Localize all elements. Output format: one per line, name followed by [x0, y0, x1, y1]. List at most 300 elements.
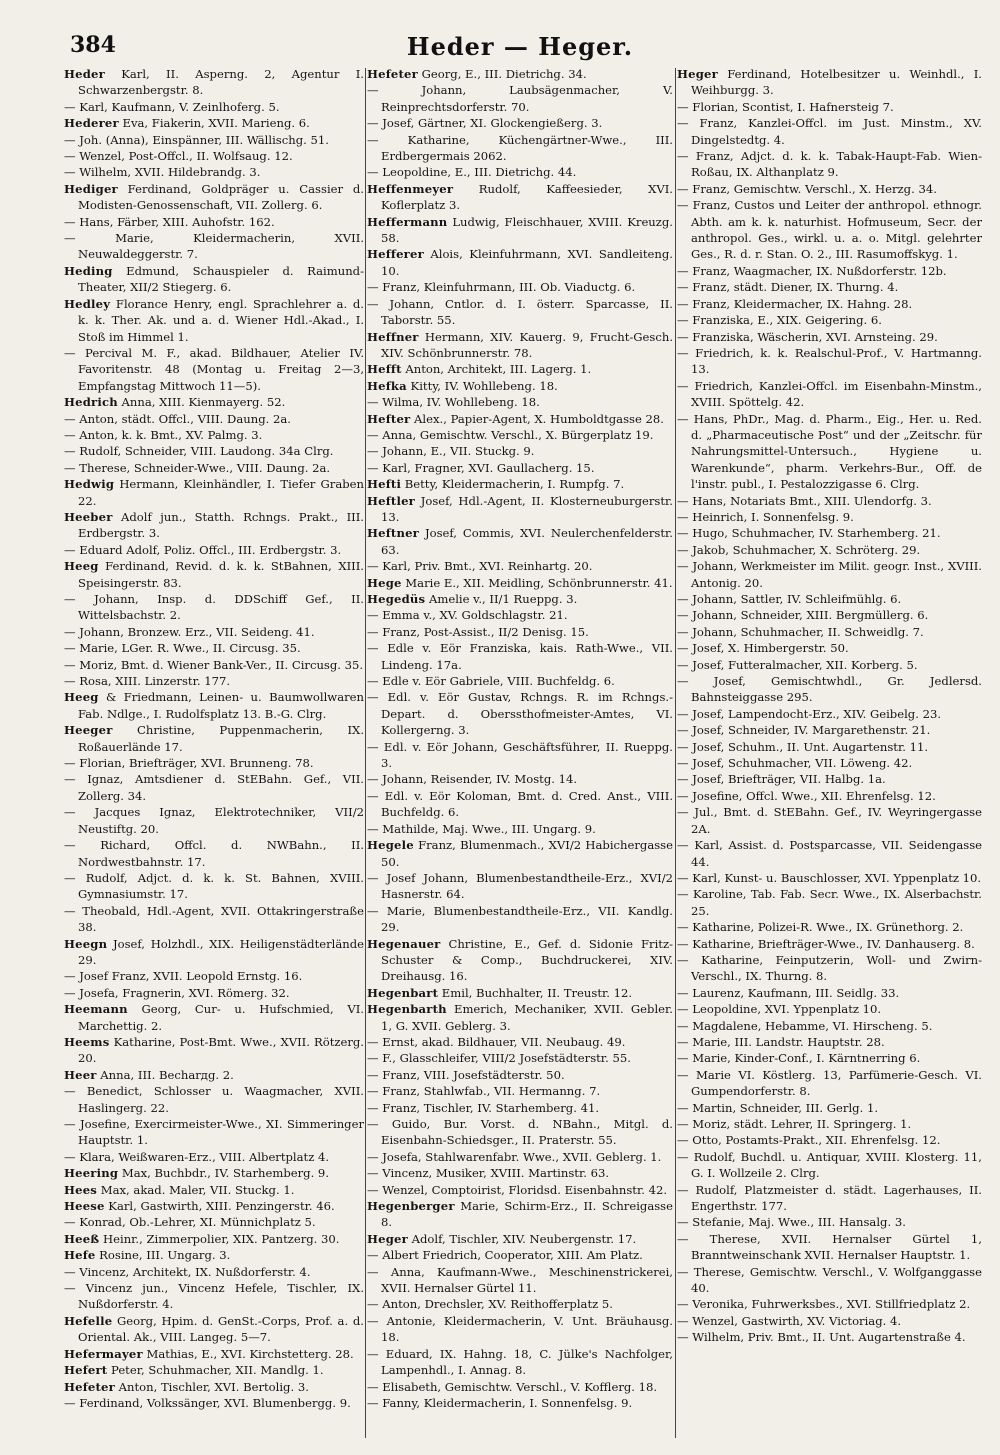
entry-text: — Katharine, Küchengärtner-Wwe., III. Erdbergermais 2062.: [367, 132, 673, 164]
directory-entry: [64, 443, 364, 459]
entry-text: — Marie, III. Landstr. Hauptstr. 28.: [677, 1034, 885, 1049]
directory-entry: [367, 788, 673, 821]
entry-text: — Josef, Briefträger, VII. Halbg. 1a.: [677, 772, 886, 787]
entry-text: — Josef, Schneider, IV. Margarethenstr. 21.: [677, 723, 931, 738]
directory-entry: [64, 1083, 364, 1116]
directory-entry: [64, 99, 364, 115]
entry-text: — Edle v. Eör Franziska, kais. Rath-Wwe., VII. Lindeng. 17a.: [367, 641, 673, 672]
entry-text: — Vincenz jun., Vincenz Hefele, Tischler, IX. Nußdorferstr. 4.: [64, 1281, 364, 1312]
entry-surname: Hees: [64, 1182, 98, 1197]
entry-text: Kitty, IV. Wohllebeng. 18.: [406, 378, 558, 393]
directory-entry: [677, 919, 982, 935]
entry-text: Emerich, Mechaniker, XVII. Gebler. 1, G. XVII. Geblerg. 3.: [381, 1002, 673, 1033]
directory-entry: [367, 329, 673, 362]
directory-entry: [367, 361, 673, 377]
entry-text: — Josef, Gärtner, XI. Glockengießerg. 3.: [367, 116, 603, 131]
directory-entry: [367, 493, 673, 526]
directory-entry: [64, 411, 364, 427]
directory-entry: [64, 689, 364, 722]
entry-text: — Franz, Tischler, IV. Starhemberg. 41.: [367, 1100, 600, 1115]
column-2: [367, 66, 673, 1446]
entry-text: — Josef, Lampendocht-Erz., XIV. Geibelg. 23.: [677, 706, 942, 721]
entry-text: Alex., Papier-Agent, X. Humboldtgasse 28.: [410, 411, 664, 426]
directory-entry: [64, 164, 364, 180]
entry-text: — Wilhelm, XVII. Hildebrandg. 3.: [64, 165, 261, 180]
directory-entry: [367, 903, 673, 936]
entry-text: — Benedict, Schlosser u. Waagmacher, XVII. Haslingerg. 22.: [64, 1084, 364, 1115]
entry-text: — Otto, Postamts-Prakt., XII. Ehrenfelsg. 12.: [677, 1133, 941, 1148]
directory-entry: [367, 181, 673, 214]
entry-surname: Hefermayer: [64, 1346, 143, 1361]
entry-text: Josef, Hdl.-Agent, II. Klosterneuburgerstr. 13.: [381, 493, 673, 524]
entry-text: — Guido, Bur. Vorst. d. NBahn., Mitgl. d. Eisenbahn-Schiedsger., II. Praterstr. 55.: [367, 1117, 673, 1148]
directory-entry: [64, 1313, 364, 1346]
directory-entry: [367, 673, 673, 689]
entry-text: — Rudolf, Adjct. d. k. k. St. Bahnen, XVIII. Gymnasiumstr. 17.: [64, 870, 364, 902]
entry-surname: Heftner: [367, 526, 419, 541]
entry-surname: Heer: [64, 1067, 97, 1082]
entry-text: — Johann, Werkmeister im Milit. geogr. Inst., XVIII. Antonig. 20.: [677, 559, 982, 590]
directory-entry: [64, 1346, 364, 1362]
directory-entry: [677, 952, 982, 985]
entry-surname: Heeger: [64, 723, 113, 738]
directory-entry: [677, 1018, 982, 1034]
directory-entry: [677, 837, 982, 870]
entry-text: Eva, Fiakerin, XVII. Marieng. 6.: [118, 116, 310, 131]
entry-surname: Hegenbarth: [367, 1002, 447, 1017]
entry-text: — Franz, Stahlwfab., VII. Hermanng. 7.: [367, 1084, 601, 1099]
directory-entry: [677, 722, 982, 738]
entry-text: — Marie VI. Köstlerg. 13, Parfümerie-Gesch. VI. Gumpendorferstr. 8.: [677, 1067, 982, 1099]
entry-surname: Hegenberger: [367, 1199, 455, 1214]
entry-surname: Hediger: [64, 181, 118, 196]
directory-entry: [677, 788, 982, 804]
directory-entry: [367, 443, 673, 459]
directory-entry: [677, 99, 982, 115]
entry-text: Hermann, XIV. Kauerg. 9, Frucht-Gesch. XIV. Schönbrunnerstr. 78.: [381, 329, 673, 360]
entry-text: — Wilhelm, Priv. Bmt., II. Unt. Augartenstraße 4.: [677, 1330, 966, 1345]
directory-entry: [64, 1280, 364, 1313]
directory-entry: [677, 1001, 982, 1017]
entry-text: Josef, Commis, XVI. Neulerchenfelderstr. 63.: [381, 526, 673, 557]
entry-surname: Heemann: [64, 1002, 128, 1017]
directory-entry: [677, 66, 982, 99]
entry-surname: Heffermann: [367, 214, 448, 229]
directory-entry: [64, 985, 364, 1001]
directory-entry: [64, 427, 364, 443]
entry-text: — Franz, Gemischtw. Verschl., X. Herzg. 34.: [677, 181, 937, 196]
entry-surname: Heems: [64, 1034, 110, 1049]
entry-text: — Johann, Schuhmacher, II. Schweidlg. 7.: [677, 624, 924, 639]
directory-entry: [64, 132, 364, 148]
directory-entry: [64, 1067, 364, 1083]
directory-entry: [367, 1083, 673, 1099]
directory-entry: [367, 1379, 673, 1395]
directory-entry: [677, 542, 982, 558]
entry-text: Florance Henry, engl. Sprachlehrer a. d. k. k. Ther. Ak. und a. d. Wiener Hdl.-Akad., I. Stoß im Himmel 1.: [78, 296, 364, 344]
entry-text: — Karl, Kunst- u. Bauschlosser, XVI. Yppenplatz 10.: [677, 870, 982, 885]
directory-entry: [677, 985, 982, 1001]
directory-entry: [677, 607, 982, 623]
entry-surname: Hegele: [367, 838, 414, 853]
entry-text: — Veronika, Fuhrwerksbes., XVI. Stillfriedplatz 2.: [677, 1297, 971, 1312]
entry-text: Georg, Cur- u. Hufschmied, VI. Marchettig. 2.: [78, 1002, 364, 1033]
entry-text: Ferdinand, Hotelbesitzer u. Weinhdl., I. Weihburgg. 3.: [691, 67, 982, 98]
entry-surname: Heffenmeyer: [367, 181, 454, 196]
entry-text: Peter, Schuhmacher, XII. Mandlg. 1.: [107, 1363, 324, 1378]
directory-entry: [677, 1100, 982, 1116]
directory-entry: [367, 1182, 673, 1198]
entry-text: Rosine, III. Ungarg. 3.: [95, 1248, 231, 1263]
directory-entry: [64, 542, 364, 558]
directory-entry: [64, 230, 364, 263]
directory-entry: [367, 525, 673, 558]
directory-entry: [677, 329, 982, 345]
entry-text: — Hans, PhDr., Mag. d. Pharm., Eig., Her. u. Red. d. „Pharmaceutische Post“ und der „Zeitschr. für Nahrungsmittel-Untersuch., Hygiene u. Warenkunde“, pharm. Verkehrs-Bur., Off. de l'instr. publ., I. Pestalozzigasse 6. Clrg.: [677, 411, 982, 492]
entry-text: — Josefa, Stahlwarenfabr. Wwe., XVII. Geblerg. 1.: [367, 1149, 662, 1164]
entry-text: — Franz, städt. Diener, IX. Thurng. 4.: [677, 280, 899, 295]
directory-entry: [367, 411, 673, 427]
directory-entry: [677, 115, 982, 148]
directory-entry: [677, 181, 982, 197]
entry-text: — Wilma, IV. Wohllebeng. 18.: [367, 395, 540, 410]
entry-text: — Florian, Scontist, I. Hafnersteig 7.: [677, 99, 894, 114]
entry-text: Amelie v., II/1 Rueppg. 3.: [425, 592, 578, 606]
entry-text: — Johann, Schneider, XIII. Bergmüllerg. 6.: [677, 608, 929, 623]
entry-text: Josef, Holzhdl., XIX. Heiligenstädterlände 29.: [78, 936, 364, 967]
directory-entry: [677, 1313, 982, 1329]
directory-entry: [367, 1116, 673, 1149]
entry-text: Christine, E., Gef. d. Sidonie Fritz-Schuster & Comp., Buchdruckerei, XIV. Dreihausg. 16.: [381, 936, 673, 984]
directory-entry: [677, 804, 982, 837]
entry-text: — Johann, E., VII. Stuckg. 9.: [367, 444, 535, 459]
directory-entry: [64, 657, 364, 673]
entry-text: — Katharine, Briefträger-Wwe., IV. Danhauserg. 8.: [677, 936, 975, 951]
directory-entry: [367, 164, 673, 180]
entry-text: — Theobald, Hdl.-Agent, XVII. Ottakringerstraße 38.: [64, 903, 364, 935]
entry-text: — Edl. v. Eör Gustav, Rchngs. R. im Rchngs.-Depart. d. Oberssthofmeister-Amtes, VI. Kollergerng. 3.: [367, 690, 673, 738]
entry-text: Ludwig, Fleischhauer, XVIII. Kreuzg. 58.: [381, 214, 673, 246]
entry-text: — Josefine, Exercirmeister-Wwe., XI. Simmeringer Hauptstr. 1.: [64, 1117, 364, 1148]
entry-text: — Katharine, Feinputzerin, Woll- und Zwirn-Verschl., IX. Thurng. 8.: [677, 952, 982, 984]
directory-entry: [367, 607, 673, 623]
directory-entry: [677, 197, 982, 263]
entry-text: — Josef, X. Himbergerstr. 50.: [677, 641, 849, 656]
entry-text: — Franz, Waagmacher, IX. Nußdorferstr. 12b.: [677, 263, 947, 278]
entry-text: — Friedrich, Kanzlei-Offcl. im Eisenbahn-Minstm., XVIII. Spöttelg. 42.: [677, 378, 982, 410]
directory-entry: [367, 837, 673, 870]
directory-entry: [677, 673, 982, 706]
entry-text: Max, Buchbdr., IV. Starhemberg. 9.: [118, 1166, 329, 1181]
entry-text: Anton, Architekt, III. Lagerg. 1.: [401, 362, 592, 377]
entry-surname: Hefferer: [367, 247, 424, 262]
entry-surname: Heeber: [64, 509, 113, 524]
entry-text: — Hugo, Schuhmacher, IV. Starhemberg. 21.: [677, 526, 941, 541]
directory-entry: [367, 1264, 673, 1297]
entry-surname: Heding: [64, 263, 113, 278]
entry-text: — F., Glasschleifer, VIII/2 Josefstädterstr. 55.: [367, 1051, 631, 1066]
directory-entry: [64, 1034, 364, 1067]
entry-text: — Laurenz, Kaufmann, III. Seidlg. 33.: [677, 985, 900, 1000]
entry-text: Max, akad. Maler, VII. Stuckg. 1.: [97, 1182, 295, 1197]
directory-entry: [64, 1247, 364, 1263]
entry-text: — Friedrich, k. k. Realschul-Prof., V. Hartmanng. 13.: [677, 345, 982, 377]
page-header: [60, 28, 980, 68]
directory-entry: [677, 1132, 982, 1148]
directory-entry: [64, 1165, 364, 1181]
directory-entry: [367, 427, 673, 443]
entry-text: — Antonie, Kleidermacherin, V. Unt. Bräuhausg. 18.: [367, 1313, 673, 1345]
directory-entry: [677, 345, 982, 378]
directory-entry: [367, 936, 673, 985]
directory-entry: [64, 673, 364, 689]
entry-surname: Hefter: [367, 411, 411, 426]
entry-surname: Hefeter: [64, 1379, 115, 1394]
entry-text: & Friedmann, Leinen- u. Baumwollwaren Fab. Ndlge., I. Rudolfsplatz 13. B.-G. Clrg.: [78, 690, 364, 721]
entry-text: — Anna, Kaufmann-Wwe., Meschinenstrickerei, XVII. Hernalser Gürtel 11.: [367, 1264, 673, 1296]
entry-surname: Hedley: [64, 296, 111, 311]
entry-surname: Hefft: [367, 362, 402, 377]
directory-entry: [677, 1034, 982, 1050]
directory-entry: [64, 148, 364, 164]
directory-entry: [64, 804, 364, 837]
entry-text: Georg, Hpim. d. GenSt.-Corps, Prof. a. d. Oriental. Ak., VIII. Langeg. 5—7.: [78, 1313, 364, 1345]
directory-entry: [677, 591, 982, 607]
directory-entry: [64, 1149, 364, 1165]
directory-entry: [367, 1198, 673, 1231]
directory-entry: [367, 624, 673, 640]
entry-text: Franz, Blumenmach., XVI/2 Habichergasse 50.: [381, 838, 673, 869]
directory-entry: [64, 263, 364, 296]
directory-entry: [367, 279, 673, 295]
entry-surname: Hedrich: [64, 395, 118, 410]
directory-entry: [367, 246, 673, 279]
entry-surname: Heeg: [64, 690, 99, 705]
directory-entry: [367, 558, 673, 574]
directory-entry: [64, 1231, 364, 1247]
directory-entry: [677, 657, 982, 673]
directory-entry: [367, 640, 673, 673]
directory-entry: [64, 214, 364, 230]
entry-text: — Ferdinand, Volkssänger, XVI. Blumenbergg. 9.: [64, 1395, 351, 1410]
entry-text: — Ernst, akad. Bildhauer, VII. Neubaug. 49.: [367, 1034, 626, 1049]
directory-entry: [367, 66, 673, 82]
entry-text: — Wenzel, Comptoirist, Floridsd. Eisenbahnstr. 42.: [367, 1182, 668, 1197]
directory-entry: [367, 1067, 673, 1083]
directory-entry: [677, 509, 982, 525]
directory-entry: [367, 476, 673, 492]
entry-text: — Franziska, E., XIX. Geigering. 6.: [677, 313, 882, 328]
entry-text: — Vincenz, Architekt, IX. Nußdorferstr. 4.: [64, 1264, 311, 1279]
directory-entry: [367, 575, 673, 591]
entry-text: — Franz, Adjct. d. k. k. Tabak-Haupt-Fab. Wien-Roßau, IX. Althanplatz 9.: [677, 149, 982, 180]
entry-text: — Rosa, XIII. Linzerstr. 177.: [64, 674, 231, 689]
directory-entry: [367, 378, 673, 394]
entry-text: — Josef, Schuhmacher, VII. Löweng. 42.: [677, 756, 913, 771]
entry-text: — Ignaz, Amtsdiener d. StEBahn. Gef., VII. Zollerg. 34.: [64, 772, 364, 803]
directory-entry: [677, 640, 982, 656]
entry-text: — Fanny, Kleidermacherin, I. Sonnenfelsg. 9.: [367, 1395, 633, 1410]
entry-text: — Richard, Offcl. d. NWBahn., II. Nordwestbahnstr. 17.: [64, 838, 364, 869]
entry-surname: Hegedüs: [367, 592, 426, 606]
directory-entry: [677, 312, 982, 328]
entry-text: — Wenzel, Post-Offcl., II. Wolfsaug. 12.: [64, 149, 293, 164]
entry-text: — Martin, Schneider, III. Gerlg. 1.: [677, 1100, 879, 1115]
entry-text: Christine, Puppenmacherin, IX. Roßauerlände 17.: [78, 723, 364, 754]
directory-entry: [367, 1034, 673, 1050]
entry-text: — Leopoldine, XVI. Yppenplatz 10.: [677, 1002, 882, 1017]
entry-surname: Heegn: [64, 936, 108, 951]
directory-entry: [677, 886, 982, 919]
entry-text: Hermann, Kleinhändler, I. Tiefer Graben 22.: [78, 477, 364, 508]
entry-text: — Eduard, IX. Hahng. 18, C. Jülke's Nachfolger, Lampenhdl., I. Annag. 8.: [367, 1346, 673, 1378]
entry-text: — Johann, Reisender, IV. Mostg. 14.: [367, 772, 578, 787]
directory-entry: [367, 1346, 673, 1379]
entry-text: — Vincenz, Musiker, XVIII. Martinstr. 63.: [367, 1166, 610, 1181]
entry-surname: Hege: [367, 575, 402, 590]
directory-entry: [367, 870, 673, 903]
directory-entry: [677, 1149, 982, 1182]
directory-entry: [677, 1067, 982, 1100]
directory-entry: [677, 1231, 982, 1264]
directory-entry: [677, 558, 982, 591]
entry-surname: Hedwig: [64, 477, 115, 492]
directory-entry: [367, 1165, 673, 1181]
entry-text: Mathias, E., XVI. Kirchstetterg. 28.: [142, 1346, 354, 1361]
entry-text: — Franz, Post-Assist., II/2 Denisg. 15.: [367, 624, 589, 639]
directory-entry: [677, 378, 982, 411]
entry-text: Rudolf, Kaffeesieder, XVI. Koflerplatz 3.: [381, 181, 673, 213]
entry-text: — Josefine, Offcl. Wwe., XII. Ehrenfelsg. 12.: [677, 788, 936, 803]
directory-entry: [367, 1001, 673, 1034]
entry-surname: Heftler: [367, 493, 415, 508]
entry-surname: Heger: [367, 1231, 408, 1246]
directory-entry: [64, 394, 364, 410]
directory-entry: [64, 624, 364, 640]
entry-text: — Karl, Fragner, XVI. Gaullacherg. 15.: [367, 460, 595, 475]
entry-text: Betty, Kleidermacherin, I. Rumpfg. 7.: [401, 477, 625, 492]
entry-text: — Jakob, Schuhmacher, X. Schröterg. 29.: [677, 542, 921, 557]
entry-text: — Franz, Custos und Leiter der anthropol. ethnogr. Abth. am k. k. naturhist. Hofmuseum, Secr. der anthropol. Ges., wirkl. u. a. o. Mitgl. gelehrter Ges., R. d. r. Stan. O. 2., III. Rasumoffskyg. 1.: [677, 198, 982, 262]
directory-entry: [677, 1264, 982, 1297]
entry-text: — Anton, städt. Offcl., VIII. Daung. 2a.: [64, 411, 291, 426]
directory-entry: [677, 263, 982, 279]
entry-text: — Josef, Futteralmacher, XII. Korberg. 5.: [677, 657, 918, 672]
entry-text: — Marie, Blumenbestandtheile-Erz., VII. Kandlg. 29.: [367, 903, 673, 935]
entry-text: Anton, Tischler, XVI. Bertolig. 3.: [114, 1379, 309, 1394]
directory-entry: [677, 624, 982, 640]
entry-text: — Mathilde, Maj. Wwe., III. Ungarg. 9.: [367, 821, 596, 836]
directory-entry: [677, 1329, 982, 1345]
entry-text: — Percival M. F., akad. Bildhauer, Atelier IV. Favoritenstr. 48 (Montag u. Freitag 2—3, Empfangstag Mittwoch 11—5).: [64, 345, 364, 393]
entry-surname: Heger: [677, 67, 718, 81]
page-number: 384: [70, 32, 116, 58]
directory-entry: [367, 739, 673, 772]
entry-text: — Rudolf, Platzmeister d. städt. Lagerhauses, II. Engerthstr. 177.: [677, 1182, 982, 1214]
entry-text: Marie E., XII. Meidling, Schönbrunnerstr. 41.: [401, 575, 673, 590]
directory-entry: [367, 591, 673, 607]
entry-text: Georg, E., III. Dietrichg. 34.: [417, 67, 587, 81]
directory-entry: [64, 1182, 364, 1198]
entry-text: Karl, II. Asperng. 2, Agentur I. Schwarzenbergstr. 8.: [78, 67, 364, 98]
directory-entry: [64, 640, 364, 656]
entry-surname: Heese: [64, 1199, 105, 1214]
directory-entry: [677, 1050, 982, 1066]
entry-text: — Karl, Priv. Bmt., XVI. Reinhartg. 20.: [367, 559, 593, 574]
entry-text: — Josef Johann, Blumenbestandtheile-Erz., XVI/2 Hasnerstr. 64.: [367, 870, 673, 902]
directory-entry: [367, 1100, 673, 1116]
entry-text: — Johann, Insp. d. DDSchiff Gef., II. Wittelsbachstr. 2.: [64, 592, 364, 623]
entry-text: Marie, Schirm-Erz., II. Schreigasse 8.: [381, 1199, 673, 1230]
directory-entry: [677, 771, 982, 787]
directory-entry: [677, 148, 982, 181]
directory-entry: [367, 1149, 673, 1165]
entry-text: — Joh. (Anna), Einspänner, III. Wällischg. 51.: [64, 132, 329, 147]
entry-text: — Klara, Weißwaren-Erz., VIII. Albertplatz 4.: [64, 1149, 330, 1164]
directory-entry: [677, 279, 982, 295]
directory-entry: [367, 115, 673, 131]
directory-entry: [64, 66, 364, 99]
directory-entry: [367, 1247, 673, 1263]
entry-text: — Katharine, Polizei-R. Wwe., IX. Grünethorg. 2.: [677, 920, 964, 935]
entry-text: — Franz, Kleidermacher, IX. Hahng. 28.: [677, 296, 913, 311]
column-divider: [365, 68, 366, 1438]
entry-surname: Heeg: [64, 559, 99, 574]
entry-text: — Anton, Drechsler, XV. Reithofferplatz 5.: [367, 1297, 613, 1312]
directory-entry: [64, 345, 364, 394]
directory-entry: [367, 82, 673, 115]
directory-entry: [64, 1264, 364, 1280]
entry-text: — Jacques Ignaz, Elektrotechniker, VII/2 Neustiftg. 20.: [64, 805, 364, 836]
column-divider: [675, 68, 676, 1438]
entry-text: — Marie, LGer. R. Wwe., II. Circusg. 35.: [64, 641, 301, 656]
entry-text: — Johann, Laubsägenmacher, V. Reinprechtsdorferstr. 70.: [367, 83, 673, 114]
directory-entry: [64, 591, 364, 624]
entry-text: — Hans, Färber, XIII. Auhofstr. 162.: [64, 214, 275, 229]
entry-text: — Elisabeth, Gemischtw. Verschl., V. Kofflerg. 18.: [367, 1379, 658, 1394]
directory-entry: [367, 1313, 673, 1346]
directory-entry: [367, 689, 673, 738]
directory-entry: [367, 1296, 673, 1312]
entry-text: Adolf, Tischler, XIV. Neubergenstr. 17.: [407, 1231, 637, 1246]
directory-entry: [367, 460, 673, 476]
entry-text: — Eduard Adolf, Poliz. Offcl., III. Erdbergstr. 3.: [64, 542, 342, 557]
entry-surname: Hegenauer: [367, 936, 441, 951]
entry-surname: Hefe: [64, 1248, 96, 1263]
entry-text: — Edle v. Eör Gabriele, VIII. Buchfeldg. 6.: [367, 674, 615, 689]
entry-text: — Edl. v. Eör Johann, Geschäftsführer, II. Rueppg. 3.: [367, 739, 673, 771]
entry-text: Anna, XIII. Kienmayerg. 52.: [117, 395, 286, 410]
entry-text: — Rudolf, Schneider, VIII. Laudong. 34a Clrg.: [64, 444, 334, 459]
running-head: Heder — Heger.: [406, 32, 634, 61]
entry-text: — Josef Franz, XVII. Leopold Ernstg. 16.: [64, 969, 303, 984]
entry-surname: Heder: [64, 67, 105, 81]
entry-surname: Hefert: [64, 1363, 108, 1378]
entry-text: Emil, Buchhalter, II. Treustr. 12.: [438, 985, 633, 1000]
directory-entry: [64, 1395, 364, 1411]
directory-entry: [64, 771, 364, 804]
entry-text: — Franz, VIII. Josefstädterstr. 50.: [367, 1067, 565, 1082]
directory-entry: [677, 1214, 982, 1230]
entry-surname: Heering: [64, 1166, 119, 1181]
entry-text: — Moriz, städt. Lehrer, II. Springerg. 1.: [677, 1117, 912, 1131]
entry-text: — Konrad, Ob.-Lehrer, XI. Münnichplatz 5.: [64, 1215, 316, 1230]
entry-text: Heinr., Zimmerpolier, XIX. Pantzerg. 30.: [99, 1231, 340, 1246]
directory-entry: [367, 821, 673, 837]
entry-text: Karl, Gastwirth, XIII. Penzingerstr. 46.: [104, 1199, 335, 1214]
entry-surname: Hegenbart: [367, 985, 439, 1000]
entry-surname: Heeß: [64, 1231, 100, 1246]
